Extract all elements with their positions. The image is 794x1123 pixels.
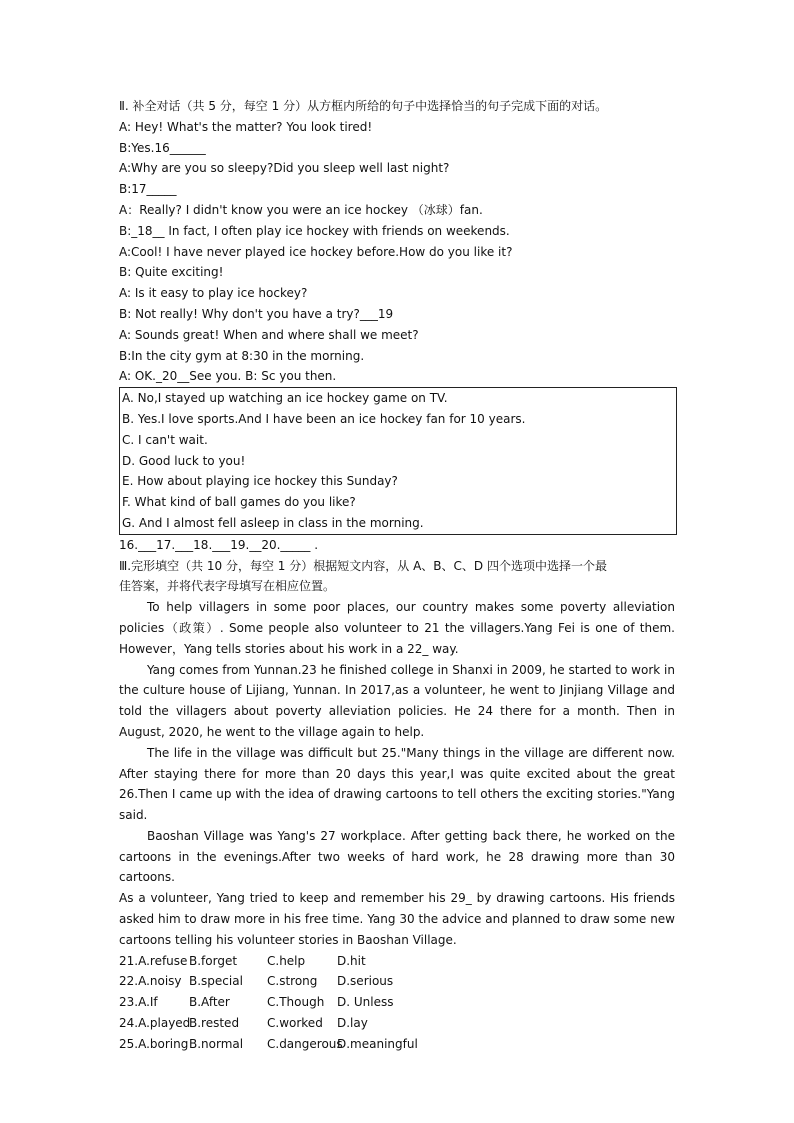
choice-a: 21.A.refuse — [119, 953, 188, 968]
choice-row — [119, 1013, 675, 1034]
passage-paragraph: As a volunteer, Yang tried to keep and remember his 29_ by drawing cartoons. His friends asked him to draw more in his free time. Yang 30 the advice and planned to draw some new cartoons telling his volunteer stories in Baoshan Village. — [119, 891, 675, 947]
choice-b: B.After — [189, 995, 230, 1010]
dialogue-line: B: Not really! Why don't you have a try?___19 — [119, 306, 394, 321]
choice-b: B.forget — [189, 953, 238, 968]
dialogue-line: B:17_____ — [119, 182, 177, 197]
choice-c: C.worked — [267, 1016, 323, 1031]
dialogue-line: B:Yes.16______ — [119, 140, 206, 155]
choice-c: C.dangerous — [267, 1036, 343, 1051]
choice-row — [119, 951, 675, 972]
choice-b: B.special — [189, 974, 243, 989]
section3-heading: Ⅲ.完形填空（共 10 分，每空 1 分）根据短文内容，从 A、B、C、D 四个选项中选择一个最 — [119, 558, 607, 573]
choice-d: D.serious — [337, 974, 394, 989]
choice-c: C.Though — [267, 995, 325, 1010]
passage-paragraph: The life in the village was difficult but 25."Many things in the village are different now. After staying there for more than 20 days this year,I was quite excited about the great 26.Then I came up with the idea of drawing cartoons to tell others the exciting stories."Yang said. — [119, 745, 675, 823]
passage-paragraph: Yang comes from Yunnan.23 he finished college in Shanxi in 2009, he started to work in the culture house of Lijiang, Yunnan. In 2017,as a volunteer, he went to Jinjiang Village and told the villagers about poverty alleviation policies. He 24 there for a month. Then in August, 2020, he went to the village again to help. — [119, 662, 675, 739]
worksheet-page — [119, 96, 675, 1055]
answer-line: 16.___17.___18.___19.__20._____ . — [119, 537, 319, 552]
choices-list — [119, 951, 675, 1055]
choice-a: 23.A.If — [119, 995, 158, 1010]
dialogue-line: B:In the city gym at 8:30 in the morning. — [119, 348, 365, 363]
section2-heading: Ⅱ. 补全对话（共 5 分，每空 1 分）从方框内所给的句子中选择恰当的句子完成下面的对话。 — [119, 99, 608, 113]
dialogue-line: B:_18__ In fact, I often play ice hockey with friends on weekends. — [119, 223, 510, 238]
box-option: F. What kind of ball games do you like? — [122, 495, 356, 510]
box-option: D. Good luck to you! — [122, 453, 246, 468]
dialogue-line: A: Hey! What's the matter? You look tired! — [119, 119, 373, 134]
box-option: C. I can't wait. — [122, 432, 208, 447]
choice-d: D.lay — [337, 1016, 368, 1031]
choice-c: C.strong — [267, 974, 318, 989]
choice-row — [119, 992, 675, 1013]
box-option: B. Yes.I love sports.And I have been an ice hockey fan for 10 years. — [122, 411, 526, 426]
box-option: E. How about playing ice hockey this Sunday? — [122, 474, 398, 489]
dialogue-line: A: Is it easy to play ice hockey? — [119, 286, 308, 301]
box-option: G. And I almost fell asleep in class in the morning. — [122, 515, 424, 530]
dialogue-line: B: Quite exciting! — [119, 265, 224, 280]
dialogue-line: A: OK._20__See you. B: Sc you then. — [119, 369, 337, 384]
choice-d: D. Unless — [337, 995, 394, 1010]
choice-row — [119, 1034, 675, 1055]
section3-heading-cont: 佳答案，并将代表字母填写在相应位置。 — [119, 579, 336, 594]
dialogue-line: A:Why are you so sleepy?Did you sleep well last night? — [119, 161, 450, 176]
passage-paragraph: Baoshan Village was Yang's 27 workplace. After getting back there, he worked on the cartoons in the evenings.After two weeks of hard work, he 28 drawing more than 30 cartoons. — [119, 828, 675, 885]
options-box — [119, 387, 677, 535]
box-option: A. No,I stayed up watching an ice hockey game on TV. — [122, 391, 448, 406]
choice-d: D.hit — [337, 953, 366, 968]
choice-b: B.normal — [189, 1036, 244, 1051]
choice-d: D.meaningful — [337, 1036, 418, 1051]
choice-a: 25.A.boring — [119, 1036, 189, 1051]
choice-a: 24.A.played — [119, 1016, 191, 1031]
choice-a: 22.A.noisy — [119, 974, 182, 989]
choice-b: B.rested — [189, 1016, 240, 1031]
dialogue-line: A：Really? I didn't know you were an ice hockey （冰球）fan. — [119, 202, 483, 217]
passage-paragraph: To help villagers in some poor places, our country makes some poverty alleviation policies（政策）. Some people also volunteer to 21 the villagers.Yang Fei is one of them. However，Yang tells stories about his work in a 22_ way. — [119, 600, 675, 656]
dialogue — [119, 117, 675, 387]
dialogue-line: A:Cool! I have never played ice hockey before.How do you like it? — [119, 244, 513, 259]
choice-row — [119, 971, 675, 992]
choice-c: C.help — [267, 953, 306, 968]
dialogue-line: A: Sounds great! When and where shall we meet? — [119, 327, 419, 342]
